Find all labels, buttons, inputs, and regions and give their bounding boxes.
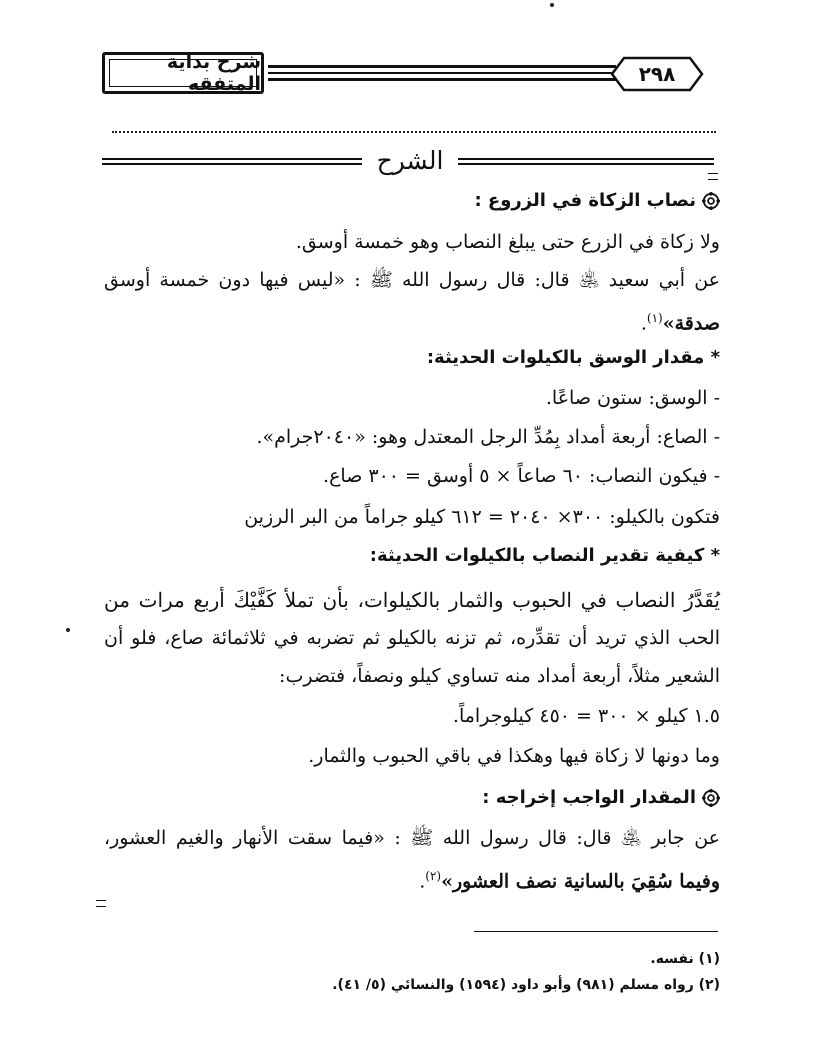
header-rule: [268, 78, 616, 81]
page-number: ٢٩٨: [638, 62, 676, 86]
footnote-ref: (١): [646, 311, 663, 325]
hadith-end: وفيما سُقِيَ بالسانية نصف العشور»: [441, 870, 720, 893]
footnote-ref: (٢): [425, 869, 442, 883]
ink-speck: [66, 628, 70, 632]
section-rule-right: [458, 158, 714, 160]
section-title: الشرح: [376, 146, 444, 175]
section-rule-right: [458, 163, 714, 165]
ink-speck: [550, 3, 554, 7]
paragraph-line: عن جابر ﵁ قال: قال رسول الله ﷺ : «فيما سقت الأنهار والغيم العشور،: [104, 827, 720, 849]
paragraph-line: ولا زكاة في الزرع حتى يبلغ النصاب وهو خمسة أوسق.: [295, 231, 720, 253]
heading-crop-nisab: [474, 187, 720, 215]
paragraph-line: الحب الذي تريد أن تقدِّره، ثم تزنه بالكيلو ثم تضربه في ثلاثمائة صاع، فلو أن: [104, 627, 720, 649]
paragraph-line: صدقة»$^{(١)}$.: [640, 311, 720, 335]
margin-mark: [708, 173, 718, 180]
header-rule: [268, 65, 616, 68]
heading-text: المقدار الواجب إخراجه :: [482, 787, 696, 808]
paragraph-line: فتكون بالكيلو: ٣٠٠× ٢٠٤٠ = ٦١٢ كيلو جراماً من البر الرزين: [244, 506, 720, 528]
footnote-2: (٢) رواه مسلم (٩٨١) وأبو داود (١٥٩٤) والنسائي (٥/ ٤١).: [332, 977, 720, 993]
paragraph-line: وما دونها لا زكاة فيها وهكذا في باقي الحبوب والثمار.: [308, 745, 720, 767]
margin-mark: [96, 900, 106, 907]
paragraph-line: يُقَدَّرُ النصاب في الحبوب والثمار بالكيلوات، بأن تملأ كَفَّيْكَ أربع مرات من: [104, 588, 720, 612]
section-rule-left: [102, 158, 362, 160]
footnote-rule: [474, 931, 718, 932]
list-item: - الوسق: ستون صاعًا.: [545, 387, 720, 409]
subheading: * كيفية تقدير النصاب بالكيلوات الحديثة:: [369, 545, 720, 566]
book-title: شرح بداية المتفقه: [166, 51, 261, 95]
book-title-frame: [102, 52, 264, 94]
subheading: * مقدار الوسق بالكيلوات الحديثة:: [426, 347, 720, 368]
flower-ornament-icon: [702, 789, 720, 807]
paragraph-line: وفيما سُقِيَ بالسانية نصف العشور»$^{(٢)}$.: [419, 869, 720, 893]
section-rule-left: [102, 163, 362, 165]
calculation-line: ١.٥ كيلو × ٣٠٠ = ٤٥٠ كيلوجراماً.: [452, 705, 720, 727]
dotted-separator: [112, 131, 716, 133]
paragraph-line: الشعير مثلاً، أربعة أمداد منه تساوي كيلو ونصفاً، فتضرب:: [279, 665, 720, 687]
header-rule: [268, 72, 616, 74]
list-item: - فيكون النصاب: ٦٠ صاعاً × ٥ أوسق = ٣٠٠ صاع.: [323, 465, 720, 487]
flower-ornament-icon: [702, 192, 720, 210]
hadith-end: صدقة»: [662, 312, 720, 335]
heading-text: نصاب الزكاة في الزروع :: [474, 190, 696, 211]
heading-obligatory-amount: [482, 784, 720, 812]
paragraph-line: عن أبي سعيد ﵁ قال: قال رسول الله ﷺ : «ليس فيها دون خمسة أوسق: [104, 269, 720, 291]
footnote-1: (١) نفسه.: [650, 951, 720, 967]
list-item: - الصاع: أربعة أمداد بِمُدِّ الرجل المعتدل وهو: «٢٠٤٠جرام».: [256, 426, 720, 448]
